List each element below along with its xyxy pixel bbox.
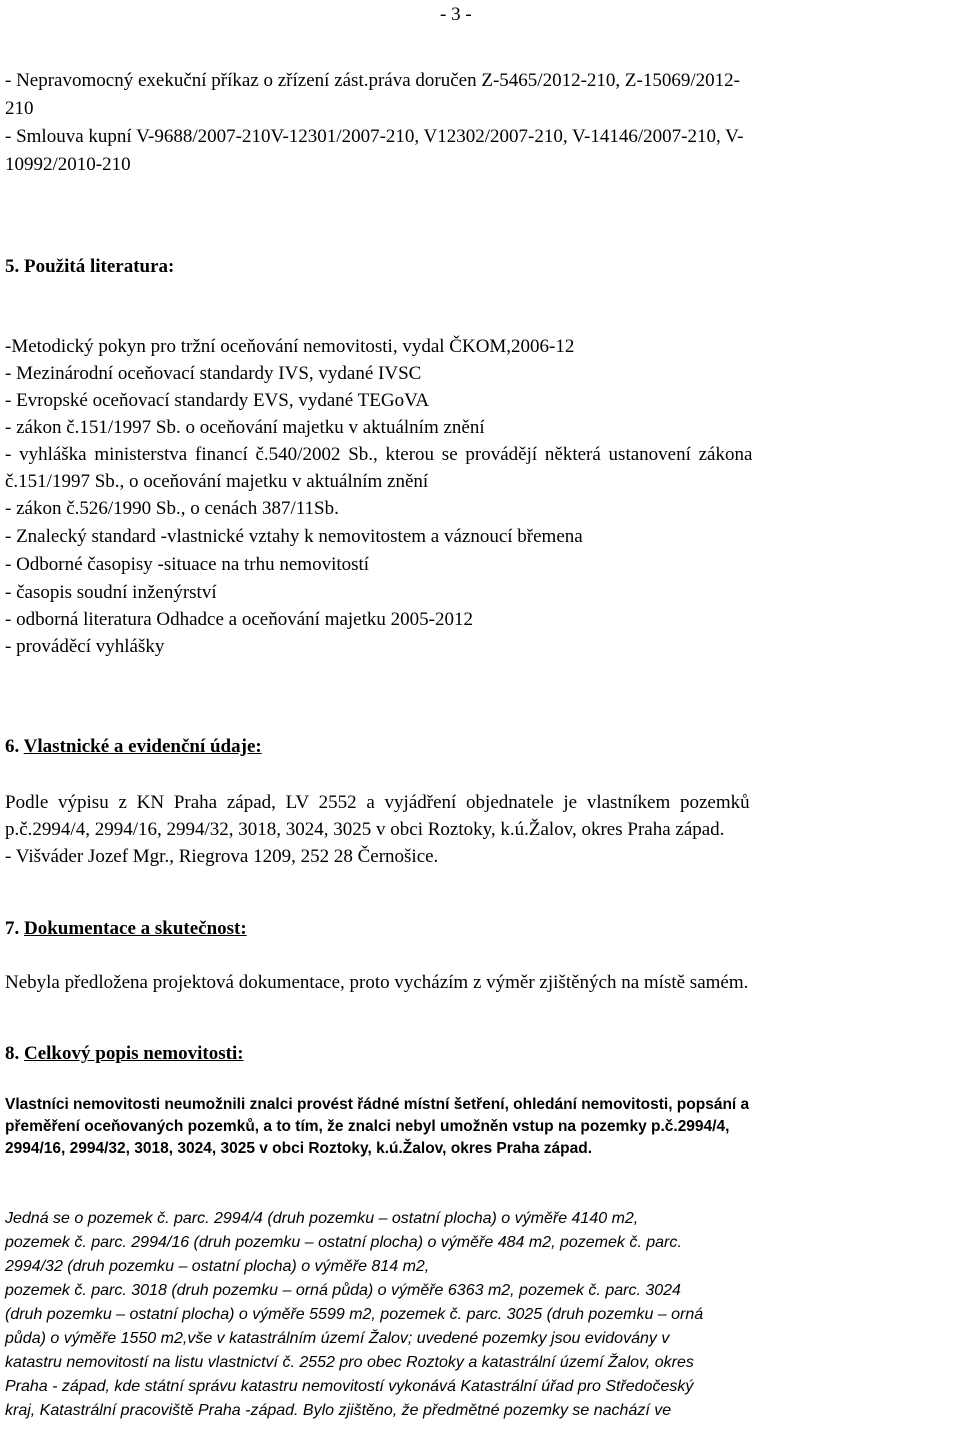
section-5-heading: 5. Použitá literatura: [5,256,175,277]
section-8-heading [5,1043,244,1065]
literature-item: - odborná literatura Odhadce a oceňování majetku 2005-2012 [5,609,473,630]
literature-item: - časopis soudní inženýrství [5,582,217,603]
section-6-heading [5,736,262,758]
top-list-line: 210 [5,98,34,119]
parcel-line: Jedná se o pozemek č. parc. 2994/4 (druh pozemku – ostatní plocha) o výměře 4140 m2, [5,1210,639,1227]
literature-item: - Evropské oceňovací standardy EVS, vydané TEGoVA [5,390,430,411]
literature-item: - zákon č.526/1990 Sb., o cenách 387/11Sb. [5,498,339,519]
literature-item: - prováděcí vyhlášky [5,636,165,657]
parcel-line: Praha - západ, kde státní správu katastru nemovitostí vykonává Katastrální úřad pro Středočeský [5,1378,694,1395]
bold-line: přeměření oceňovaných pozemků, a to tím, že znalci nebyl umožněn vstup na pozemky p.č.2994/4, [5,1118,730,1135]
section-7-heading [5,918,247,940]
ownership-line: p.č.2994/4, 2994/16, 2994/32, 3018, 3024, 3025 v obci Roztoky, k.ú.Žalov, okres Praha západ. [5,819,725,840]
literature-item: - Znalecký standard -vlastnické vztahy k nemovitostem a váznoucí břemena [5,526,583,547]
section-number: 6. [5,736,20,757]
literature-item: - Mezinárodní oceňovací standardy IVS, vydané IVSC [5,363,422,384]
section-title: Vlastnické a evidenční údaje: [23,736,262,757]
top-list-line: - Nepravomocný exekuční příkaz o zřízení zást.práva doručen Z-5465/2012-210, Z-15069/2012- [5,70,740,91]
literature-item: -Metodický pokyn pro tržní oceňování nemovitosti, vydal ČKOM,2006-12 [5,336,575,357]
top-list-line: 10992/2010-210 [5,154,131,175]
page-number: - 3 - [440,4,472,25]
bold-line: Vlastníci nemovitosti neumožnili znalci provést řádné místní šetření, ohledání nemovitosti, popsání a [5,1096,750,1113]
ownership-line: Podle výpisu z KN Praha západ, LV 2552 a vyjádření objednatele je vlastníkem pozemků [5,792,750,813]
documentation-text: Nebyla předložena projektová dokumentace, proto vycházím z výměr zjištěných na místě samém. [5,972,749,993]
ownership-line: - Višváder Jozef Mgr., Riegrova 1209, 252 28 Černošice. [5,846,439,867]
section-title: Dokumentace a skutečnost: [24,918,247,939]
top-list-line: - Smlouva kupní V-9688/2007-210V-12301/2007-210, V12302/2007-210, V-14146/2007-210, V- [5,126,744,147]
literature-item: č.151/1997 Sb., o oceňování majetku v aktuálním znění [5,471,429,492]
literature-item: - vyhláška ministerstva financí č.540/2002 Sb., kterou se provádějí některá ustanovení zákona [5,444,753,465]
section-number: 7. [5,918,20,939]
section-title: Celkový popis nemovitosti: [24,1043,244,1064]
section-number: 8. [5,1043,20,1064]
literature-item: - Odborné časopisy -situace na trhu nemovitostí [5,554,370,575]
literature-item: - zákon č.151/1997 Sb. o oceňování majetku v aktuálním znění [5,417,485,438]
parcel-line: pozemek č. parc. 2994/16 (druh pozemku – ostatní plocha) o výměře 484 m2, pozemek č. parc. [5,1234,682,1251]
parcel-line: (druh pozemku – ostatní plocha) o výměře 5599 m2, pozemek č. parc. 3025 (druh pozemku – orná [5,1306,704,1323]
bold-line: 2994/16, 2994/32, 3018, 3024, 3025 v obci Roztoky, k.ú.Žalov, okres Praha západ. [5,1140,593,1157]
parcel-line: půda) o výměře 1550 m2,vše v katastrálním území Žalov; uvedené pozemky jsou evidovány v [5,1330,670,1347]
parcel-line: pozemek č. parc. 3018 (druh pozemku – orná půda) o výměře 6363 m2, pozemek č. parc. 3024 [5,1282,681,1299]
parcel-line: kraj, Katastrální pracoviště Praha -západ. Bylo zjištěno, že předmětné pozemky se nachází ve [5,1402,672,1419]
parcel-line: 2994/32 (druh pozemku – ostatní plocha) o výměře 814 m2, [5,1258,430,1275]
parcel-line: katastru nemovitostí na listu vlastnictví č. 2552 pro obec Roztoky a katastrální území Žalov, okres [5,1354,694,1371]
